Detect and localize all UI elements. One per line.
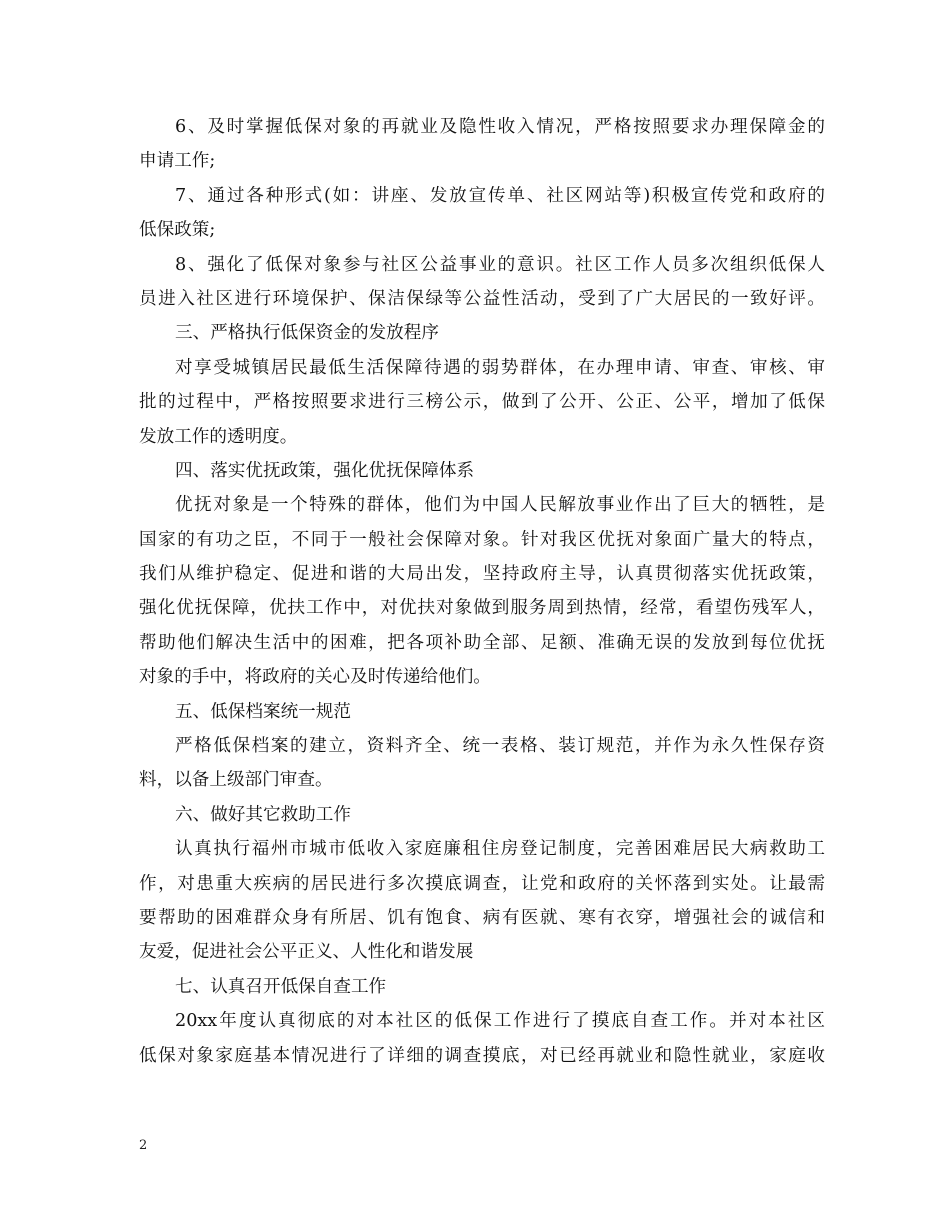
paragraph-first-line: 优抚对象是一个特殊的群体，他们为中国人民解放事业作出了巨大的牺牲，是 <box>175 495 825 516</box>
paragraph-first-line: 七、认真召开低保自查工作 <box>175 976 387 997</box>
paragraph-first-line: 6、及时掌握低保对象的再就业及隐性收入情况，严格按照要求办理保障金的 <box>175 117 825 137</box>
paragraph-line: 料，以备上级部门审查。 <box>139 770 333 791</box>
paragraph-line: 作，对患重大疾病的居民进行多次摸底调查，让党和政府的关怀落到实处。让最需 <box>139 873 825 894</box>
paragraph-first-line: 7、通过各种形式(如：讲座、发放宣传单、社区网站等)积极宣传党和政府的 <box>175 185 825 206</box>
paragraph-first-line: 20xx年度认真彻底的对本社区的低保工作进行了摸底自查工作。并对本社区 <box>175 1011 825 1032</box>
paragraph-line: 低保政策; <box>139 220 216 241</box>
paragraph-line: 申请工作; <box>139 151 216 172</box>
paragraph-line: 低保对象家庭基本情况进行了详细的调查摸底，对已经再就业和隐性就业，家庭收 <box>139 1045 825 1066</box>
document-body <box>139 110 825 1073</box>
paragraph-first-line: 六、做好其它救助工作 <box>175 804 351 825</box>
paragraph-first-line: 对享受城镇居民最低生活保障待遇的弱势群体，在办理申请、审查、审核、审 <box>175 357 825 378</box>
paragraph-first-line: 三、严格执行低保资金的发放程序 <box>175 323 439 344</box>
paragraph-line: 批的过程中，严格按照要求进行三榜公示，做到了公开、公正、公平，增加了低保 <box>139 392 825 413</box>
paragraph-line: 对象的手中，将政府的关心及时传递给他们。 <box>139 667 491 688</box>
paragraph-first-line: 严格低保档案的建立，资料齐全、统一表格、装订规范，并作为永久性保存资 <box>175 736 825 757</box>
paragraph-line: 发放工作的透明度。 <box>139 426 298 447</box>
paragraph-first-line: 认真执行福州市城市低收入家庭廉租住房登记制度，完善困难居民大病救助工 <box>175 839 825 860</box>
paragraph-line: 友爱，促进社会公平正义、人性化和谐发展 <box>139 942 474 963</box>
paragraph-first-line: 五、低保档案统一规范 <box>175 701 351 722</box>
paragraph-line: 我们从维护稳定、促进和谐的大局出发，坚持政府主导，认真贯彻落实优抚政策， <box>139 564 825 585</box>
paragraph-line: 帮助他们解决生活中的困难，把各项补助全部、足额、准确无误的发放到每位优抚 <box>139 632 825 653</box>
paragraph-line: 员进入社区进行环境保护、保洁保绿等公益性活动，受到了广大居民的一致好评。 <box>139 288 825 309</box>
paragraph-first-line: 8、强化了低保对象参与社区公益事业的意识。社区工作人员多次组织低保人 <box>175 254 825 275</box>
paragraph-line: 要帮助的困难群众身有所居、饥有饱食、病有医就、寒有衣穿，增强社会的诚信和 <box>139 907 825 928</box>
paragraph-line: 强化优抚保障，优扶工作中，对优扶对象做到服务周到热情，经常，看望伤残军人， <box>139 598 825 619</box>
page-number: 2 <box>139 1138 148 1153</box>
paragraph-first-line: 四、落实优抚政策，强化优抚保障体系 <box>175 460 475 481</box>
paragraph-line: 国家的有功之臣，不同于一般社会保障对象。针对我区优抚对象面广量大的特点， <box>139 529 825 550</box>
